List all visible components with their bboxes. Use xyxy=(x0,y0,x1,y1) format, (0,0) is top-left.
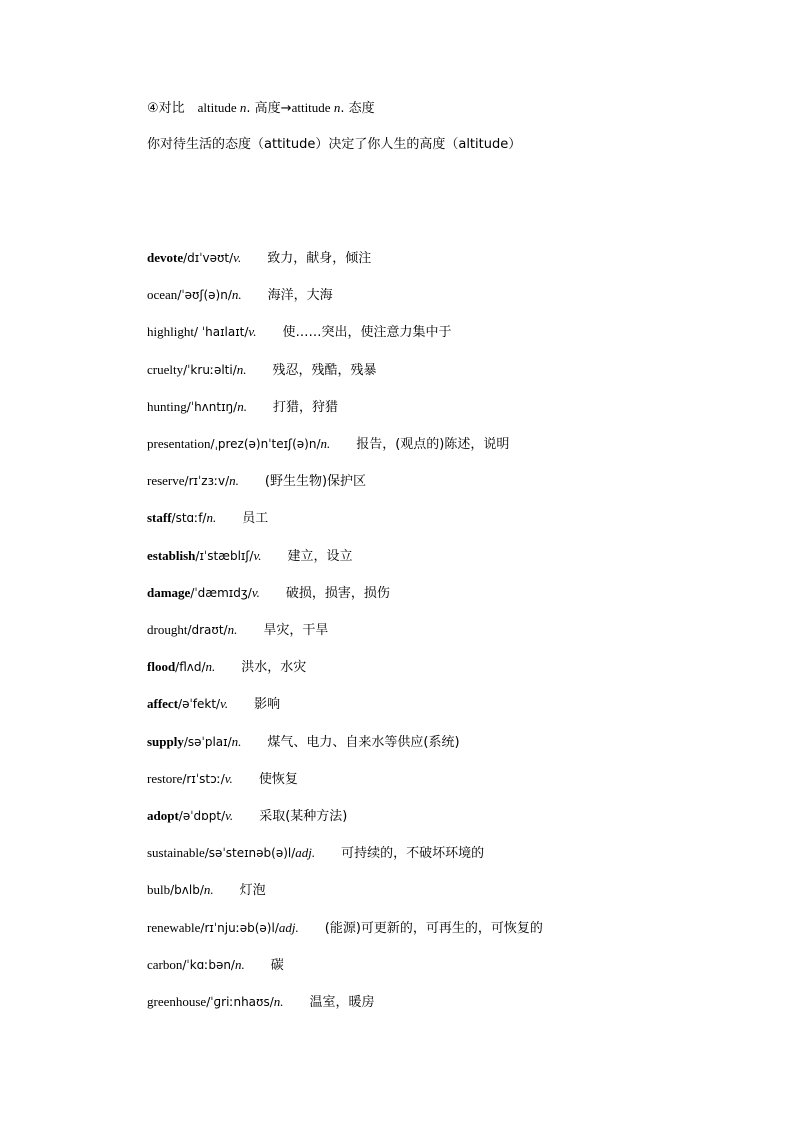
vocab-definition: 打猎，狩猎 xyxy=(272,399,338,415)
vocab-phonetic: /bʌlb/ xyxy=(170,883,204,898)
vocab-word: staff xyxy=(147,510,172,526)
vocab-phonetic: /ˌprez(ə)nˈteɪʃ(ə)n/ xyxy=(210,437,321,451)
vocab-part-of-speech: n. xyxy=(237,398,247,414)
vocab-word: sustainable xyxy=(147,845,205,861)
vocab-phonetic: /rɪˈzɜːv/ xyxy=(184,474,230,489)
vocab-phonetic: /səˈsteɪnəb(ə)l/ xyxy=(204,846,296,861)
vocab-entry xyxy=(147,435,509,454)
vocab-phonetic: /ˈɡriːnhaʊs/ xyxy=(206,995,274,1009)
word-altitude: altitude xyxy=(197,100,237,115)
vocab-word: damage xyxy=(147,584,191,600)
vocab-part-of-speech: v. xyxy=(253,547,262,563)
vocab-phonetic: /ɪˈstæblɪʃ/ xyxy=(195,548,254,563)
word-attitude: attitude xyxy=(291,100,331,115)
vocab-definition: 可持续的，不破坏环境的 xyxy=(341,846,485,862)
vocab-word: devote xyxy=(147,250,184,265)
vocab-part-of-speech: v. xyxy=(248,324,257,340)
vocab-part-of-speech: n. xyxy=(205,659,216,675)
vocab-definition: 员工 xyxy=(242,511,269,527)
vocab-part-of-speech: v. xyxy=(224,770,233,786)
comparison-line xyxy=(147,99,375,118)
vocab-part-of-speech: adj. xyxy=(278,919,299,935)
vocab-entry xyxy=(147,658,306,677)
vocab-word: renewable xyxy=(147,919,201,935)
vocab-phonetic: /flʌd/ xyxy=(175,660,206,675)
vocab-phonetic: /ˈkruːəlti/ xyxy=(183,362,237,377)
vocab-phonetic: /ˈkɑːbən/ xyxy=(182,957,235,972)
vocab-entry xyxy=(147,472,366,491)
vocab-part-of-speech: v. xyxy=(233,250,242,265)
vocab-word: greenhouse xyxy=(147,994,207,1009)
vocab-entry xyxy=(147,844,484,863)
vocab-word: restore xyxy=(147,770,183,786)
vocab-word: drought xyxy=(147,622,188,637)
vocab-part-of-speech: n. xyxy=(236,361,247,377)
vocab-word: cruelty xyxy=(147,361,184,377)
vocab-entry xyxy=(147,398,338,417)
vocab-definition: 致力，献身，倾注 xyxy=(267,251,372,266)
vocab-entry xyxy=(147,621,328,640)
vocab-part-of-speech: v. xyxy=(251,584,260,600)
vocab-word: establish xyxy=(147,547,196,563)
vocab-entry xyxy=(147,993,375,1012)
vocab-part-of-speech: n. xyxy=(206,510,217,526)
vocab-phonetic: /dɪˈvəʊt/ xyxy=(183,251,234,265)
vocab-phonetic: /əˈdɒpt/ xyxy=(178,809,226,823)
vocab-phonetic: /rɪˈstɔː/ xyxy=(182,771,225,786)
vocab-word: adopt xyxy=(147,808,179,823)
vocab-definition: (野生生物)保护区 xyxy=(264,474,367,490)
vocab-definition: 残忍，残酷，残暴 xyxy=(272,362,377,378)
vocab-word: supply xyxy=(147,733,184,749)
vocab-word: carbon xyxy=(147,956,183,972)
comparison-prefix: ④对比 xyxy=(147,101,185,116)
vocab-entry xyxy=(147,881,266,900)
vocab-phonetic: /ˈəʊʃ(ə)n/ xyxy=(177,288,232,303)
meaning-altitude: . 高度→ xyxy=(246,101,292,116)
vocab-definition: 报告，(观点的)陈述，说明 xyxy=(356,437,510,452)
vocab-word: affect xyxy=(147,696,179,712)
vocab-definition: 洪水，水灾 xyxy=(241,660,307,676)
vocab-phonetic: /draʊt/ xyxy=(187,623,228,637)
vocab-part-of-speech: n. xyxy=(231,733,242,749)
vocab-word: reserve xyxy=(147,473,185,489)
vocab-part-of-speech: n. xyxy=(227,622,238,637)
vocab-definition: 使……突出，使注意力集中于 xyxy=(282,325,452,341)
vocab-entry xyxy=(147,733,460,752)
vocab-phonetic: /stɑːf/ xyxy=(171,511,207,526)
vocab-part-of-speech: n. xyxy=(273,994,284,1009)
vocab-part-of-speech: n. xyxy=(229,473,239,489)
vocab-definition: (能源)可更新的，可再生的，可恢复的 xyxy=(324,920,543,936)
vocab-definition: 灯泡 xyxy=(239,883,266,899)
vocab-entry xyxy=(147,770,298,789)
vocab-entry xyxy=(147,919,543,938)
vocab-entry xyxy=(147,286,333,305)
vocab-word: hunting xyxy=(147,398,187,414)
vocab-entry xyxy=(147,695,280,714)
vocab-entry xyxy=(147,361,377,380)
vocab-definition: 旱灾，干旱 xyxy=(263,623,329,638)
vocab-part-of-speech: adj. xyxy=(295,845,316,861)
vocab-entry xyxy=(147,323,452,342)
vocab-entry xyxy=(147,807,347,826)
vocab-entry xyxy=(147,956,284,975)
pos-altitude: n xyxy=(239,100,247,115)
vocab-phonetic: /rɪˈnjuːəb(ə)l/ xyxy=(200,920,279,935)
vocab-phonetic: /ˈhʌntɪŋ/ xyxy=(186,399,238,414)
vocab-entry xyxy=(147,249,371,268)
vocab-part-of-speech: v. xyxy=(225,808,234,823)
vocab-definition: 使恢复 xyxy=(258,771,298,787)
vocab-word: flood xyxy=(147,659,176,675)
vocab-part-of-speech: n. xyxy=(231,287,242,303)
vocab-part-of-speech: v. xyxy=(220,696,229,712)
vocab-word: ocean xyxy=(147,287,178,303)
vocab-definition: 影响 xyxy=(254,697,281,713)
vocab-phonetic: /səˈplaɪ/ xyxy=(183,734,232,749)
vocab-definition: 海洋，大海 xyxy=(267,288,333,304)
vocab-definition: 采取(某种方法) xyxy=(259,809,348,824)
vocab-word: presentation xyxy=(147,436,211,451)
vocab-phonetic: / ˈhaɪlaɪt/ xyxy=(193,325,249,340)
vocab-word: bulb xyxy=(147,882,171,898)
vocab-phonetic: /ˈdæmɪdʒ/ xyxy=(190,585,252,600)
vocab-part-of-speech: n. xyxy=(203,882,214,898)
vocab-definition: 温室，暖房 xyxy=(309,995,375,1010)
vocab-definition: 碳 xyxy=(270,957,284,973)
vocab-entry xyxy=(147,509,268,528)
vocab-definition: 破损，损害，损伤 xyxy=(285,585,390,601)
vocab-word: highlight xyxy=(147,324,194,340)
vocab-definition: 煤气、电力、自来水等供应(系统) xyxy=(267,734,460,750)
example-sentence: 你对待生活的态度（attitude）决定了你人生的高度（altitude） xyxy=(147,137,522,152)
vocab-entry xyxy=(147,584,390,603)
vocab-phonetic: /əˈfekt/ xyxy=(178,697,221,712)
vocab-part-of-speech: n. xyxy=(234,956,245,972)
pos-attitude: n xyxy=(333,100,341,115)
vocab-entry xyxy=(147,547,353,566)
vocab-definition: 建立，设立 xyxy=(287,548,353,564)
meaning-attitude: . 态度 xyxy=(340,101,375,116)
vocab-part-of-speech: n. xyxy=(320,436,331,451)
